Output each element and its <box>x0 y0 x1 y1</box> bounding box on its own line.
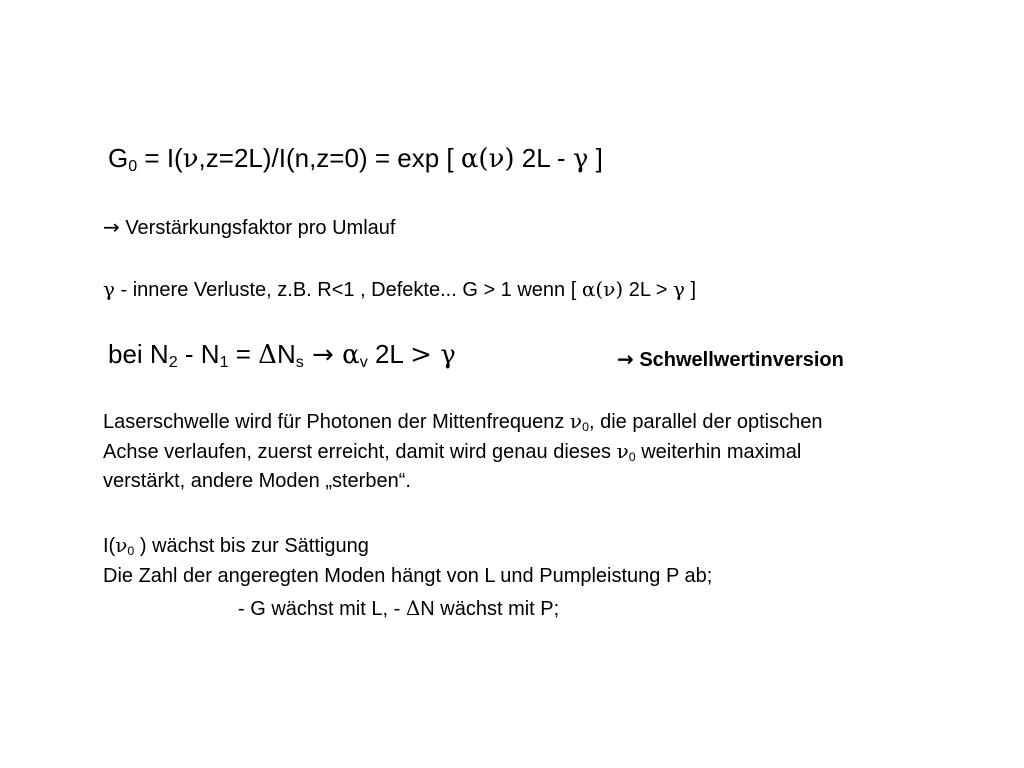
right-arrow-icon: → <box>303 340 343 370</box>
growth-text-a: - G wächst mit L, - <box>238 598 406 620</box>
nu-symbol: ν <box>182 144 199 174</box>
paragraph-line-1 <box>103 410 822 434</box>
gain-factor-line <box>103 216 395 240</box>
paragraph-line-2 <box>103 440 801 464</box>
threshold-part4: N <box>276 339 296 369</box>
paragraph-line-3-text: verstärkt, andere Moden „sterben“. <box>103 470 411 492</box>
right-arrow-icon: → <box>103 215 120 239</box>
nu-subscript: 0 <box>127 544 135 559</box>
losses-text-1: - innere Verluste, z.B. R<1 , Defekte... G > 1 wenn [ <box>114 279 582 301</box>
delta-symbol: Δ <box>405 596 421 620</box>
threshold-sub3: s <box>295 353 304 372</box>
gain-formula-part1: = I( <box>137 143 183 173</box>
gain-factor-text: Verstärkungsfaktor pro Umlauf <box>119 217 396 239</box>
paragraph-line-3 <box>103 470 411 493</box>
schwellwertinversion-label: Schwellwertinversion <box>633 349 844 371</box>
nu-symbol: ν <box>115 533 128 557</box>
gamma-symbol: γ <box>431 340 456 370</box>
modes-line <box>103 565 712 588</box>
saturation-text-a: I( <box>103 535 116 557</box>
threshold-part2: - N <box>177 339 220 369</box>
gamma-symbol-2: γ <box>673 277 685 301</box>
nu-subscript: 0 <box>628 450 636 465</box>
threshold-part1: bei N <box>108 339 169 369</box>
losses-text-3: ] <box>684 279 697 301</box>
alpha-symbol: α <box>581 277 596 301</box>
greater-than-symbol: > <box>410 340 432 370</box>
gain-formula <box>108 144 603 176</box>
threshold-part5: 2L <box>367 339 411 369</box>
nu-symbol: ν <box>616 439 629 463</box>
losses-text-2: 2L > <box>623 279 674 301</box>
delta-symbol: Δ <box>258 340 277 370</box>
nu-symbol: ν <box>603 277 616 301</box>
alpha-symbol: α <box>460 144 479 174</box>
nu-subscript: 0 <box>582 420 589 435</box>
threshold-part3: = <box>228 339 259 369</box>
nu-symbol: ν <box>569 409 583 433</box>
paragraph-line-1-text-b: , die parallel der optischen <box>589 411 823 433</box>
nu-symbol-2: ν <box>488 144 505 174</box>
growth-line <box>238 597 559 621</box>
gain-symbol: G <box>108 143 129 173</box>
gamma-symbol: γ <box>572 144 589 174</box>
paren-open: ( <box>478 144 489 174</box>
paragraph-line-2-text-b: weiterhin maximal <box>635 441 802 463</box>
threshold-inversion-label <box>617 348 844 372</box>
growth-text-b: N wächst mit P; <box>420 598 560 620</box>
paragraph-line-2-text-a: Achse verlaufen, zuerst erreicht, damit wird genau dieses <box>103 441 617 463</box>
paren-close: ) <box>615 277 624 301</box>
losses-line <box>103 278 696 302</box>
threshold-sub2: 1 <box>219 353 229 372</box>
threshold-sub4: v <box>359 353 368 372</box>
right-arrow-icon-2: → <box>617 347 634 371</box>
gain-formula-part3: 2L - <box>514 143 573 173</box>
saturation-text-b: ) wächst bis zur Sättigung <box>134 535 369 557</box>
paren-open: ( <box>595 277 604 301</box>
alpha-symbol: α <box>342 340 360 370</box>
gain-formula-part4: ] <box>588 143 603 173</box>
threshold-sub1: 2 <box>168 353 178 372</box>
saturation-line <box>103 534 369 558</box>
gain-subscript: 0 <box>128 157 138 176</box>
paren-close: ) <box>504 144 515 174</box>
gain-formula-part2: ,z=2L)/I(n,z=0) = exp [ <box>198 143 461 173</box>
paragraph-line-1-text-a: Laserschwelle wird für Photonen der Mittenfrequenz <box>103 411 570 433</box>
threshold-condition <box>108 340 456 372</box>
modes-line-text: Die Zahl der angeregten Moden hängt von L und Pumpleistung P ab; <box>103 565 713 587</box>
gamma-symbol: γ <box>103 277 115 301</box>
